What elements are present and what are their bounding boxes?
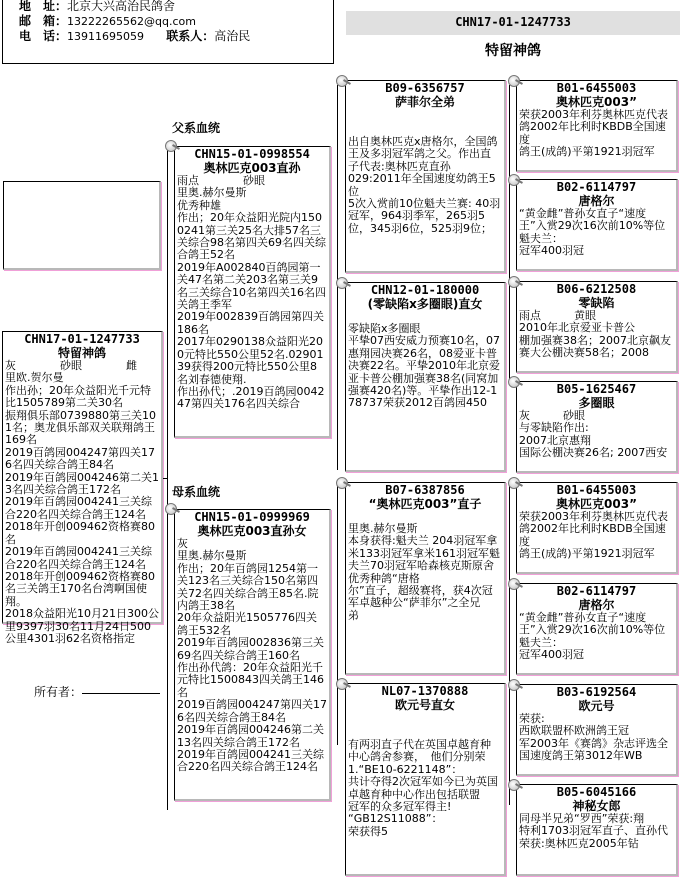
subject-name: 特留神鸽 [57, 346, 106, 360]
contact-label: 联系人： [166, 29, 215, 43]
sire-dam-dam-card[interactable] [516, 381, 678, 473]
sire-details: 雨点 砂眼 里奥.赫尔曼斯 优秀种雄 作出；20年众益阳光院内1500241第三关25名大排57名三关综合98名第四关69名四关综合鸽王52名 2019年A002840百鸽园第一关47名第二关203名第三关9名三关综合10名第四关16名四关鸽王季军 2019年002839百鸽园第四关186名 2017年0290138众益阳光200元特比550公里52名.0290139获得200元特比550公里8名刘春德使翔. 作出孙代；.2019百鸽园004247第四关176名四关综合 [177, 174, 326, 411]
ddd-name: 神秘女郎 [572, 799, 621, 813]
email-label: 邮 箱： [19, 14, 68, 28]
sds-name: 零缺陷 [578, 296, 615, 310]
sire-sire-sire-card[interactable] [516, 80, 678, 172]
ring-icon [165, 503, 177, 515]
dam-sire-name: “奥林匹克003”直子 [368, 497, 482, 511]
dam-details: 灰 里奥.赫尔曼斯 作出；20年百鸽园1254第一关123名三关综合150名第四关72名四关综合鸽王85名.院内鸽王38名 20年众益阳光1505776四关鸽王532名 2019年百鸽园002836第三关69名四关综合鸽王160名 作出孙代鸽：20年众益阳光千元特比1500843四关鸽王146名 2019百鸽园004247第四关176名四关综合鸽王84名 2019年百鸽园004246第二关13名四关综合鸽王172名 2019年百鸽园004241三关综合220名四关综合鸽王124名 [177, 537, 327, 774]
sss-details: 荣获2003年利芬奥林匹克代表 鸽2002年比利时KBDB全国速度 鸽王(成鸽)平第1921羽冠军 [519, 108, 668, 159]
ring-icon [336, 277, 348, 289]
owner-underline [82, 693, 160, 694]
sds-ring-number: B06-6212508 [556, 282, 637, 296]
dam-dam-dam-card[interactable] [516, 784, 678, 876]
header-ring-number: CHN17-01-1247733 [455, 15, 571, 29]
sire-ring-number: CHN15-01-0998554 [194, 147, 310, 161]
sire-dam-details: 零缺陷x多圈眼 平挚07西安威力预赛10名，07 惠翔园决赛26名，08爱亚卡普 决赛22名。平挚2010年北京爱 亚卡普公棚加强赛38名(同窝加强赛420名)等。平挚作出12-178737荣获2012百鸽园450 [348, 322, 500, 410]
dam-name: 奥林匹克003直孙女 [197, 524, 307, 538]
ring-icon [508, 679, 520, 691]
sire-card[interactable] [174, 146, 331, 438]
ring-icon [336, 678, 348, 690]
connector [509, 485, 510, 805]
sire-dam-sire-card[interactable] [516, 281, 678, 373]
dss-ring-number: B01-6455003 [556, 483, 637, 497]
sire-sire-name: 萨菲尔全弟 [394, 95, 455, 109]
sire-name: 奥林匹克003直孙 [203, 161, 301, 175]
address-value: 北京大兴高治民鸽舍 [67, 0, 176, 13]
owner-label: 所有者： [34, 685, 83, 699]
sdd-details: 灰 砂眼 与零缺陷作出: 2007北京惠翔 国际公棚决赛26名; 2007西安 [519, 409, 668, 460]
dam-sire-card[interactable] [345, 482, 506, 675]
connector [337, 485, 338, 745]
dam-sire-sire-card[interactable] [516, 482, 678, 574]
father-line-label: 父系血统 [172, 121, 221, 135]
ring-icon [508, 578, 520, 590]
ring-icon [336, 75, 348, 87]
ddd-ring-number: B05-6045166 [556, 785, 637, 799]
ring-icon [336, 477, 348, 489]
connector [167, 148, 168, 810]
dam-sire-ring-number: B07-6387856 [385, 483, 465, 497]
dam-dam-sire-card[interactable] [516, 684, 678, 776]
dsd-details: “黄金雌”普孙女直子“速度 王”入赏29次16次前10%等位魁夫兰： 冠军400羽冠 [519, 611, 666, 662]
ring-icon [508, 376, 520, 388]
dss-details: 荣获2003年利芬奥林匹克代表 鸽2002年比利时KBDB全国速度 鸽王(成鸽)平第1921羽冠军 [519, 510, 668, 561]
ring-icon [508, 75, 520, 87]
dds-details: 荣获: 西欧联盟杯欧洲鸽王冠 军2003年《赛鸽》杂志评选全 国速度鸽王第3012年WB [519, 712, 668, 763]
phone-label: 电 话： [19, 29, 68, 43]
page-header-bar [346, 11, 680, 35]
ssd-details: “黄金雌”普孙女直子“速度 王”入赏29次16次前10%等位魁夫兰： 冠军400羽冠 [519, 207, 666, 258]
dds-ring-number: B03-6192564 [556, 685, 637, 699]
sire-dam-card[interactable] [345, 282, 506, 472]
dam-ring-number: CHN15-01-0999969 [194, 510, 310, 524]
dsd-name: 唐格尔 [578, 598, 615, 612]
phone-value: 13911695059 [67, 30, 144, 43]
dds-name: 欧元号 [578, 699, 615, 713]
dam-dam-details: 有两羽直子代在英国卓越育种 中心鸽舍参赛， 他们分别荣 1.“BE10-6221148”： 共计夺得2次冠军如今已为英国卓越育种中心作出包括联盟 冠军的众多冠军得主! “GB12S11088”： 荣获得5 [348, 738, 498, 838]
mother-line-label: 母系血统 [172, 485, 221, 499]
sire-sire-ring-number: B09-6356757 [385, 81, 465, 95]
connector [509, 85, 510, 385]
subject-details: 灰 砂眼 雌 里欧.贺尔曼 作出孙；20年众益阳光千元特比1505789第二关30名 振翔俱乐部0739880第三关101名；奥龙俱乐部双关联翔鸽王169名 2019百鸽园004247第四关176名四关综合鸽王84名 2019年百鸽园004246第二关13名四关综合鸽王172名 2019年百鸽园004241三关综合220名四关综合鸽王124名 2018年开创009462资格赛80名 2019年百鸽园004241三关综合220名四关综合鸽王124名 2018年开创009462资格赛80名三关鸽王170名台湾啊国使翔。 2018众益阳光10月21日300公里9397羽30名11月24日500公里4301羽62名资格指定 [5, 359, 159, 645]
ddd-details: 同母半兄弟“罗西”荣获:翔 特利1703羽冠军直子、直孙代 荣获:奥林匹克2005年钻 [519, 812, 668, 850]
sire-sire-dam-card[interactable] [516, 179, 678, 271]
contact-name: 高治民 [214, 29, 251, 43]
dam-dam-card[interactable] [345, 683, 506, 876]
ring-icon [508, 174, 520, 186]
dam-dam-name: 欧元号直女 [394, 698, 455, 712]
dam-dam-ring-number: NL07-1370888 [381, 684, 469, 698]
ring-icon [165, 140, 177, 152]
email-value[interactable]: 13222265562@qq.com [67, 15, 196, 28]
subject-card[interactable] [2, 331, 163, 645]
dam-sire-dam-card[interactable] [516, 583, 678, 675]
dss-name: 奥林匹克003” [556, 497, 637, 511]
dam-sire-details: 里奥.赫尔曼斯 本身获得:魁夫兰 204羽冠军拿米133羽冠军拿米161羽冠军魁夫兰70羽冠军哈森核克斯原舍优秀种鸽“唐格 尔”直子，超级赛将，获4次冠 军卓越种公“萨菲尔”之全兄 弟 [348, 522, 500, 622]
subject-ring-number: CHN17-01-1247733 [24, 332, 140, 346]
dam-card[interactable] [174, 509, 331, 801]
contact-card [2, 0, 334, 64]
sire-sire-details: 出自奥林匹克x唐格尔，全国鸽 王及多羽冠军鸽之父。作出直 子代表:奥林匹克直孙 029:2011年全国速度幼鸽王5位 5次入赏前10位魁夫兰赛: 40羽冠军，964羽季军，265羽5位，345羽6位，525羽9位； [348, 135, 501, 235]
sss-name: 奥林匹克003” [556, 95, 637, 109]
ssd-ring-number: B02-6114797 [556, 180, 637, 194]
ring-icon [508, 276, 520, 288]
sds-details: 雨点 黄眼 2010年北京爱亚卡普公 棚加强赛38名；2007北京飙友 赛大公棚决赛58名；2008 [519, 309, 671, 360]
photo-frame [3, 181, 161, 270]
dsd-ring-number: B02-6114797 [556, 584, 637, 598]
sire-dam-name: (零缺陷x多圈眼)直女 [367, 297, 483, 311]
sire-sire-card[interactable] [345, 80, 506, 273]
sdd-name: 多圈眼 [578, 396, 615, 410]
sire-dam-ring-number: CHN12-01-180000 [370, 283, 480, 297]
ssd-name: 唐格尔 [578, 194, 615, 208]
ring-icon [508, 779, 520, 791]
header-pigeon-name: 特留神鸽 [485, 43, 541, 59]
ring-icon [508, 477, 520, 489]
sdd-ring-number: B05-1625467 [556, 382, 637, 396]
address-label: 地 址： [19, 0, 68, 13]
sss-ring-number: B01-6455003 [556, 81, 637, 95]
